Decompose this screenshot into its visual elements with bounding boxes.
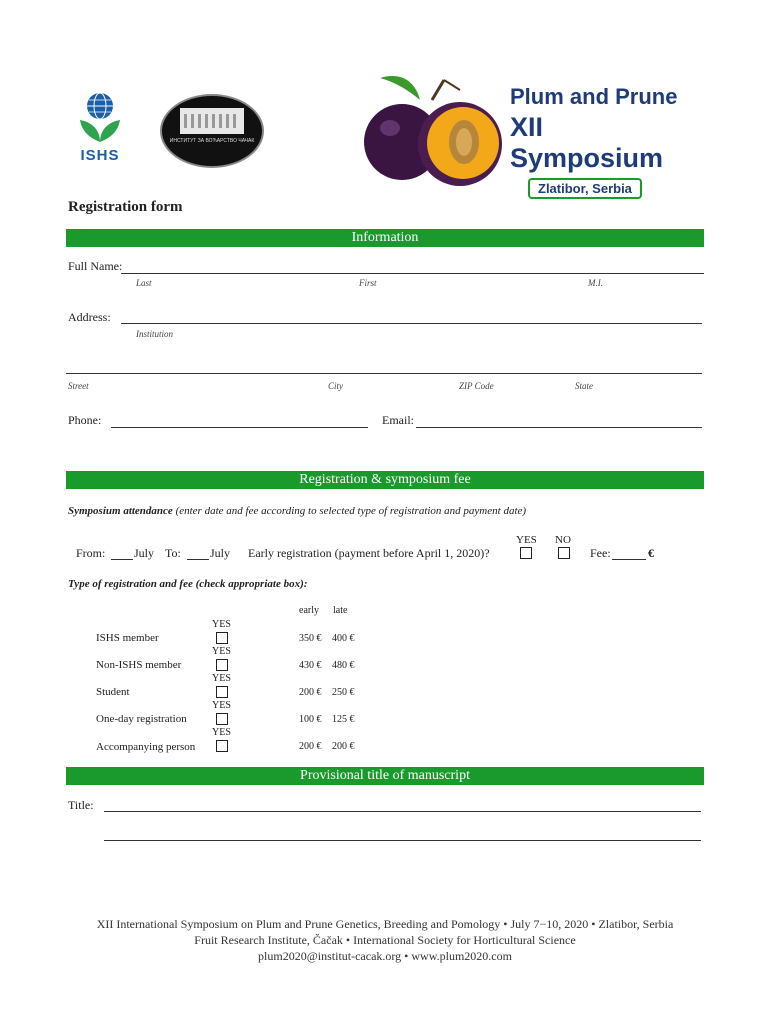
registration-type-yes-header: YES [212,673,231,684]
registration-type-yes-header: YES [212,700,231,711]
fee-label: Fee: [590,546,611,560]
footer [40,916,730,964]
event-title-line1: Plum and Prune [510,84,678,109]
full-name-input[interactable] [121,273,704,274]
section-header-information: Information [66,229,704,247]
phone-input[interactable] [111,427,368,428]
early-yes-header: YES [516,534,537,546]
late-fee: 125 € [332,714,355,725]
fee-input[interactable] [612,559,646,560]
registration-type-checkbox[interactable] [216,713,228,725]
phone-label: Phone: [68,413,102,427]
section-header-manuscript: Provisional title of manuscript [66,767,704,785]
event-title [510,84,700,199]
from-date-input[interactable] [111,559,133,560]
registration-type-name: One-day registration [96,713,187,725]
zip-code-caption: ZIP Code [459,381,494,391]
fee-column-early: early [299,605,319,616]
institute-building-icon [180,108,244,134]
street-address-input[interactable] [66,373,702,374]
plum-illustration [360,70,510,188]
address-label: Address: [68,310,111,324]
form-title: Registration form [68,199,183,215]
email-label: Email: [382,413,414,427]
section-header-registration: Registration & symposium fee [66,471,704,489]
institution-input[interactable] [121,323,702,324]
middle-initial-caption: M.I. [588,278,603,288]
early-fee: 430 € [299,660,322,671]
late-fee: 250 € [332,687,355,698]
footer-organizers-line: Fruit Research Institute, Čačak • International Society for Horticultural Science [194,933,576,947]
fee-column-late: late [333,605,348,616]
fee-currency: € [648,546,654,560]
registration-type-name: Non-ISHS member [96,659,182,671]
to-month-label: July [210,546,231,560]
registration-type-checkbox[interactable] [216,740,228,752]
registration-type-name: Accompanying person [96,741,196,753]
event-location: Zlatibor, Serbia [538,181,632,196]
state-caption: State [575,381,593,391]
footer-event-line: XII International Symposium on Plum and Prune Genetics, Breeding and Pomology • July 7−10, 2020 • Zlatibor, Serbia [96,917,674,931]
city-caption: City [328,381,343,391]
early-registration-no-checkbox[interactable] [558,547,570,559]
registration-type-name: Student [96,686,130,698]
manuscript-title-label: Title: [68,798,94,812]
manuscript-title-input-line2[interactable] [104,840,701,841]
from-label: From: [76,546,106,560]
last-name-caption: Last [136,278,152,288]
ishs-globe-icon [74,92,126,142]
registration-type-heading: Type of registration and fee (check appropriate box): [68,578,308,590]
street-caption: Street [68,381,89,391]
registration-type-name: ISHS member [96,632,159,644]
attendance-instructions [68,505,526,517]
manuscript-title-input-line1[interactable] [104,811,701,812]
registration-type-yes-header: YES [212,727,231,738]
late-fee: 400 € [332,633,355,644]
full-name-label: Full Name: [68,259,123,273]
early-no-header: NO [555,534,571,546]
registration-type-checkbox[interactable] [216,686,228,698]
event-title-line2: XII Symposium [510,112,664,173]
to-date-input[interactable] [187,559,209,560]
first-name-caption: First [359,278,377,288]
early-registration-yes-checkbox[interactable] [520,547,532,559]
late-fee: 480 € [332,660,355,671]
early-fee: 100 € [299,714,322,725]
institute-seal [160,94,264,168]
footer-contact-line: plum2020@institut-cacak.org • www.plum2020.com [258,949,512,963]
institution-caption: Institution [136,329,174,339]
email-input[interactable] [416,427,702,428]
to-label: To: [165,546,181,560]
registration-type-yes-header: YES [212,646,231,657]
early-fee: 200 € [299,741,322,752]
early-fee: 350 € [299,633,322,644]
from-month-label: July [134,546,155,560]
early-registration-question: Early registration (payment before April 1, 2020)? [248,546,490,560]
attendance-note: (enter date and fee according to selected type of registration and payment date) [172,505,527,517]
late-fee: 200 € [332,741,355,752]
ishs-logo-text: ISHS [80,147,120,164]
registration-type-yes-header: YES [212,619,231,630]
registration-type-checkbox[interactable] [216,632,228,644]
registration-type-checkbox[interactable] [216,659,228,671]
institute-seal-text: ИНСТИТУТ ЗА ВОЋАРСТВО ЧАЧАК [169,138,255,144]
event-location-badge [528,178,642,199]
early-fee: 200 € [299,687,322,698]
ishs-logo [74,92,126,162]
attendance-heading: Symposium attendance [68,505,173,517]
